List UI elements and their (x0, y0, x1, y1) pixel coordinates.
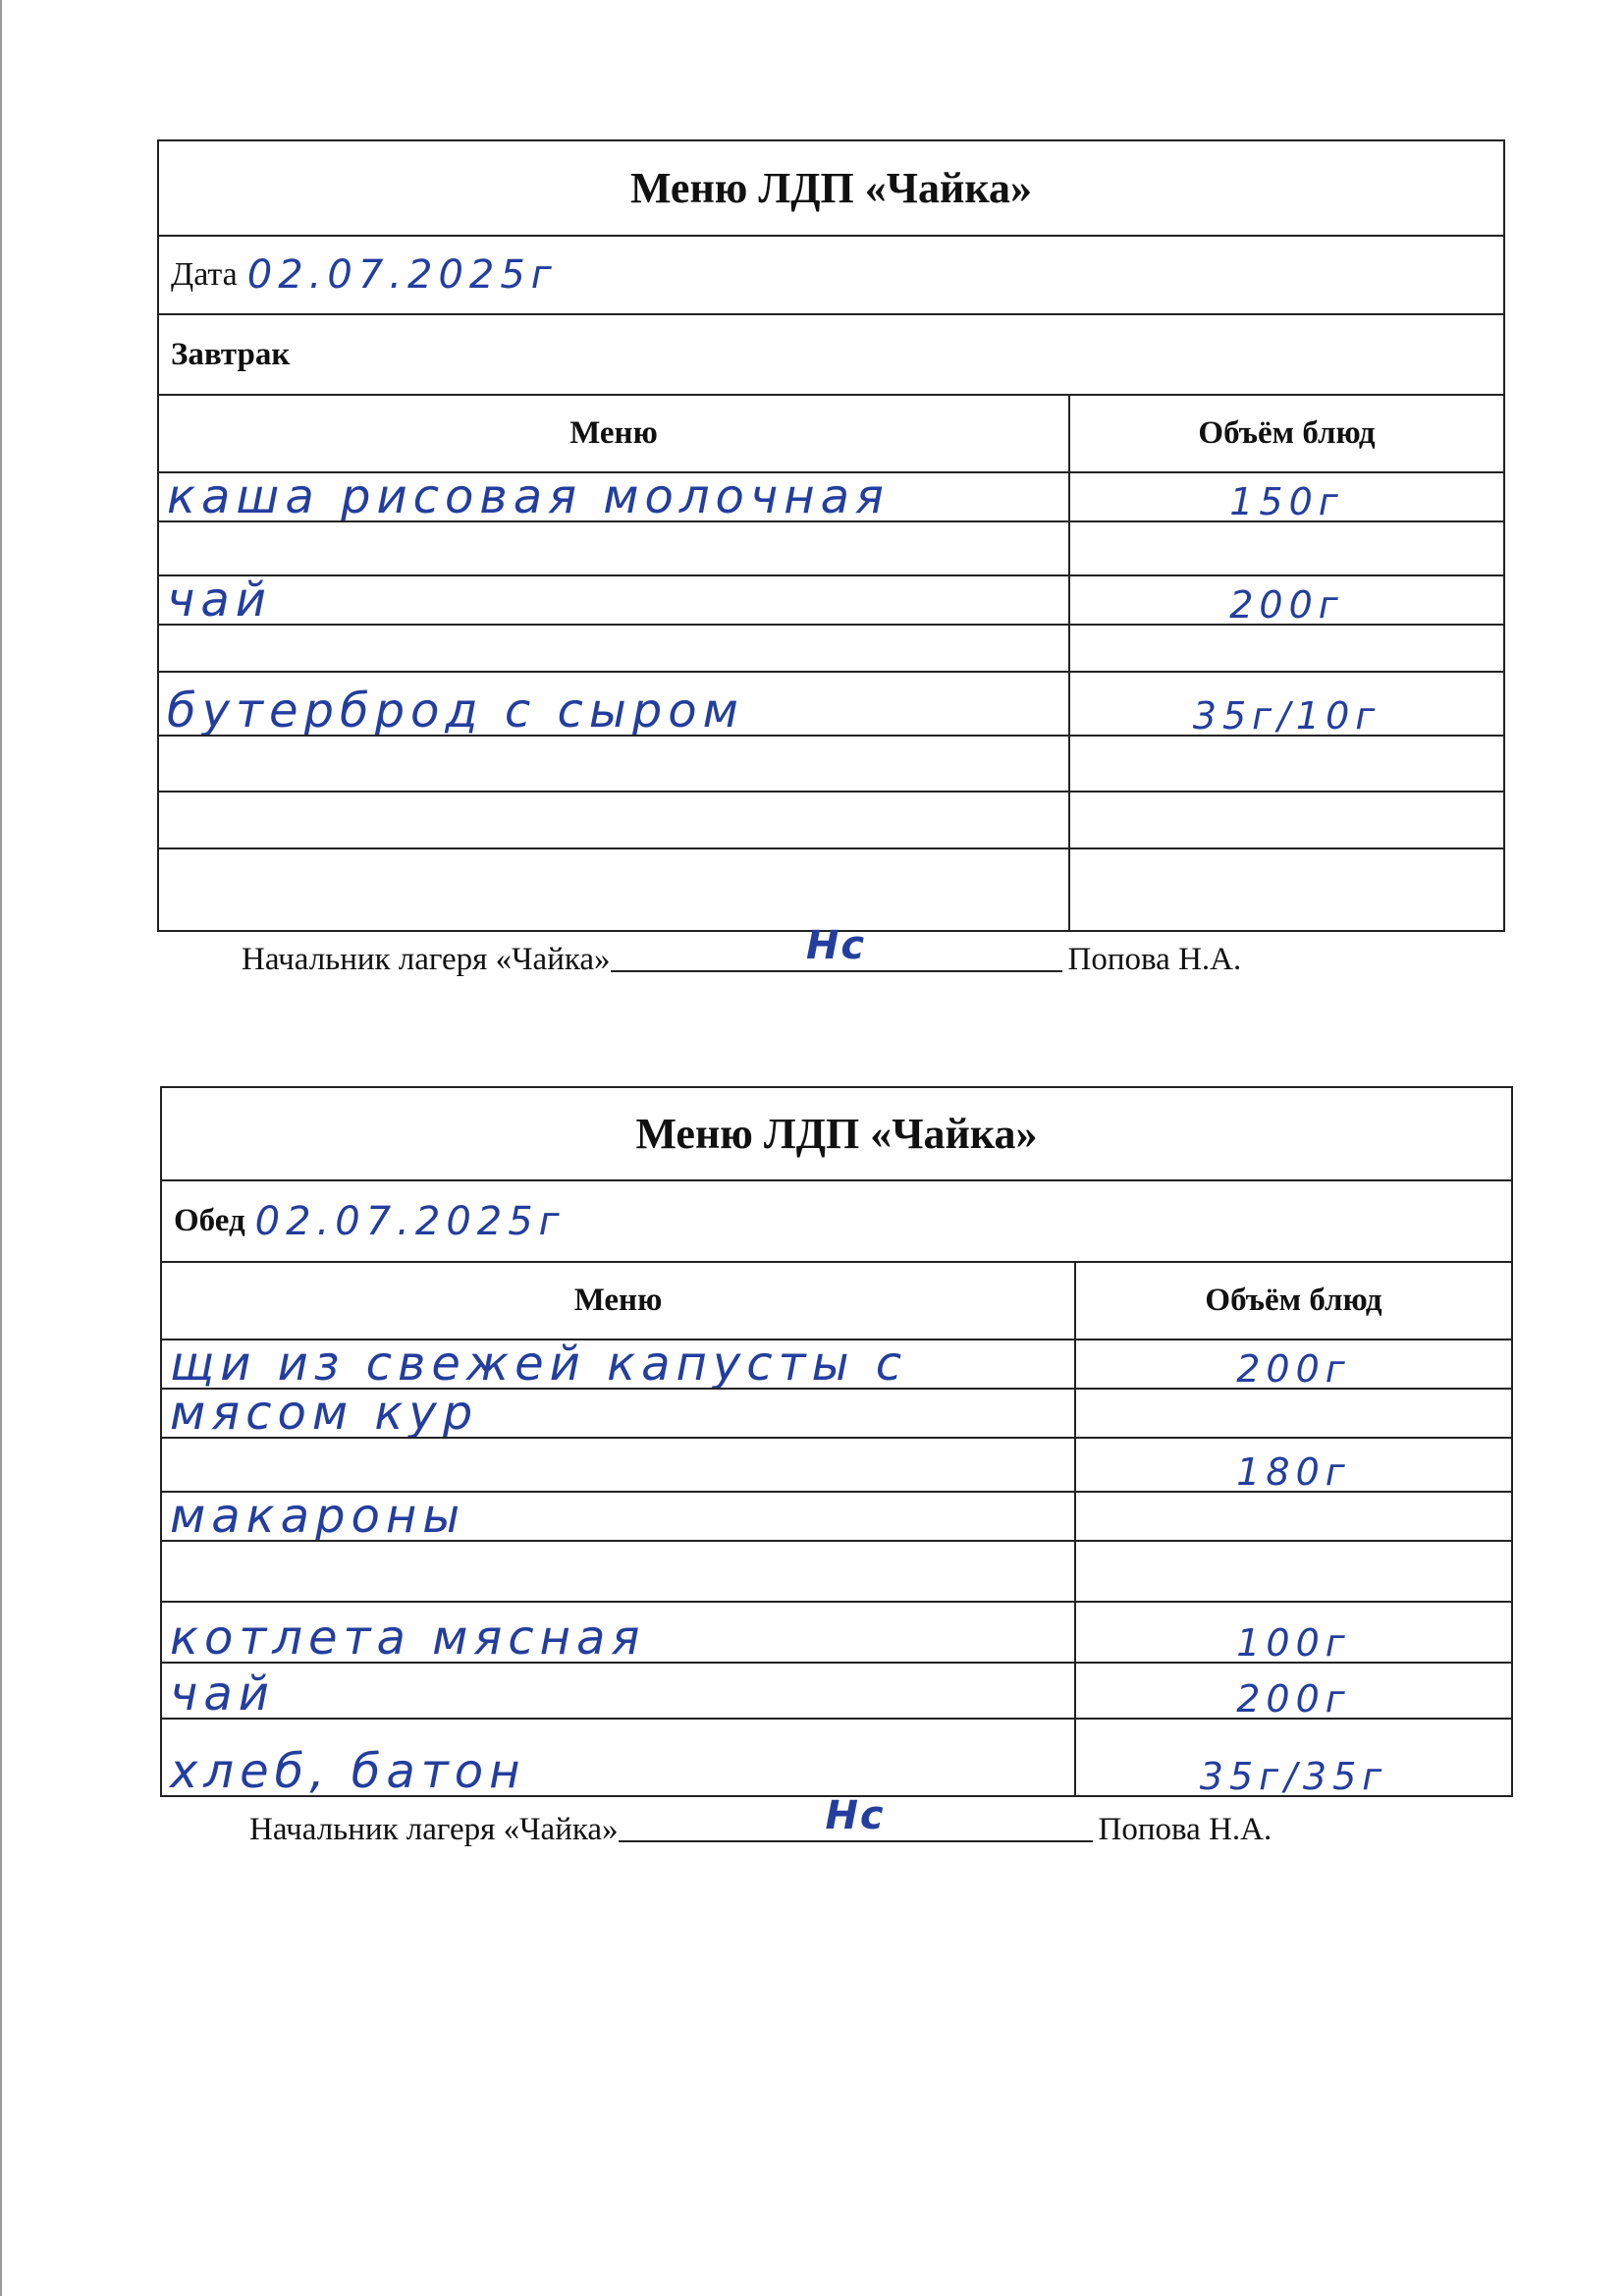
volume-cell (1069, 521, 1503, 575)
table-row (162, 1438, 1511, 1492)
column-header-volume: Объём блюд (1075, 1263, 1511, 1339)
lunch-table-body (162, 1339, 1511, 1795)
lunch-menu-table (162, 1263, 1511, 1795)
volume-cell (1069, 625, 1503, 672)
table-row (162, 1541, 1511, 1602)
scan-left-edge (0, 0, 2, 2296)
breakfast-table-body (159, 472, 1503, 932)
dish-cell (159, 736, 1069, 792)
volume-cell: 200г (1236, 1347, 1351, 1389)
table-row (159, 625, 1503, 672)
volume-cell: 35г/35г (1075, 1719, 1511, 1795)
volume-cell (1069, 736, 1503, 792)
volume-cell: 200г (1069, 575, 1503, 625)
table-row (162, 1339, 1511, 1389)
table-row (162, 1719, 1511, 1795)
signature-underline (619, 1793, 1093, 1842)
table-row (162, 1492, 1511, 1541)
volume-cell: 200г (1075, 1663, 1511, 1719)
lunch-signature-line (249, 1793, 1272, 1848)
dish-cell (159, 521, 1069, 575)
column-header-menu: Меню (159, 396, 1069, 472)
volume-cell (1075, 1389, 1511, 1438)
date-row (159, 237, 1503, 315)
dish-cell: макароны (162, 1492, 1075, 1541)
table-row (159, 736, 1503, 792)
volume-cell: 100г (1075, 1602, 1511, 1663)
volume-cell (1075, 1541, 1511, 1602)
meal-label: Обед (174, 1203, 245, 1238)
dish-cell: чай (159, 575, 1069, 625)
handwritten-signature: Нс (825, 1793, 886, 1838)
dish-cell: щи из свежей капусты с (162, 1339, 1075, 1389)
table-row (159, 672, 1503, 736)
volume-cell (1075, 1492, 1511, 1541)
table-row (159, 575, 1503, 625)
dish-cell: мясом кур (162, 1389, 1075, 1438)
signature-caption: Начальник лагеря «Чайка» (249, 1812, 619, 1847)
table-row (159, 848, 1503, 932)
lunch-menu-form (160, 1086, 1513, 1797)
table-row (162, 1389, 1511, 1438)
table-row (159, 472, 1503, 521)
form-title: Меню ЛДП «Чайка» (159, 141, 1503, 237)
volume-cell: 180г (1075, 1438, 1511, 1492)
dish-cell (162, 1438, 1075, 1492)
dish-cell (159, 625, 1069, 672)
dish-cell (162, 1541, 1075, 1602)
table-row (159, 792, 1503, 848)
volume-cell: 35г/10г (1069, 672, 1503, 736)
volume-cell (1069, 848, 1503, 932)
dish-cell (159, 848, 1069, 932)
signatory-name: Попова Н.А. (1067, 942, 1242, 977)
table-row (162, 1602, 1511, 1663)
volume-cell (1069, 792, 1503, 848)
dish-cell: бутерброд с сыром (159, 672, 1069, 736)
date-value: 02.07.2025г (254, 1198, 566, 1244)
volume-cell: 150г (1229, 480, 1344, 521)
handwritten-signature: Нс (805, 923, 867, 968)
dish-cell: каша рисовая молочная (159, 472, 1069, 521)
signature-caption: Начальник лагеря «Чайка» (242, 942, 611, 977)
dish-cell: котлета мясная (162, 1602, 1075, 1663)
column-header-volume: Объём блюд (1069, 396, 1503, 472)
column-header-menu: Меню (162, 1263, 1075, 1339)
date-value: 02.07.2025г (246, 252, 558, 298)
signature-underline (611, 923, 1062, 972)
dish-cell: хлеб, батон (162, 1719, 1075, 1795)
breakfast-menu-form (157, 139, 1505, 932)
table-row (159, 521, 1503, 575)
breakfast-signature-line (242, 923, 1242, 978)
dish-cell (159, 792, 1069, 848)
meal-date-row (162, 1181, 1511, 1263)
table-row (162, 1663, 1511, 1719)
signatory-name: Попова Н.А. (1098, 1812, 1272, 1847)
form-title: Меню ЛДП «Чайка» (162, 1088, 1511, 1181)
date-label: Дата (171, 256, 238, 293)
meal-label: Завтрак (171, 336, 291, 372)
dish-cell: чай (162, 1663, 1075, 1719)
breakfast-menu-table (159, 396, 1503, 932)
meal-row (159, 315, 1503, 396)
